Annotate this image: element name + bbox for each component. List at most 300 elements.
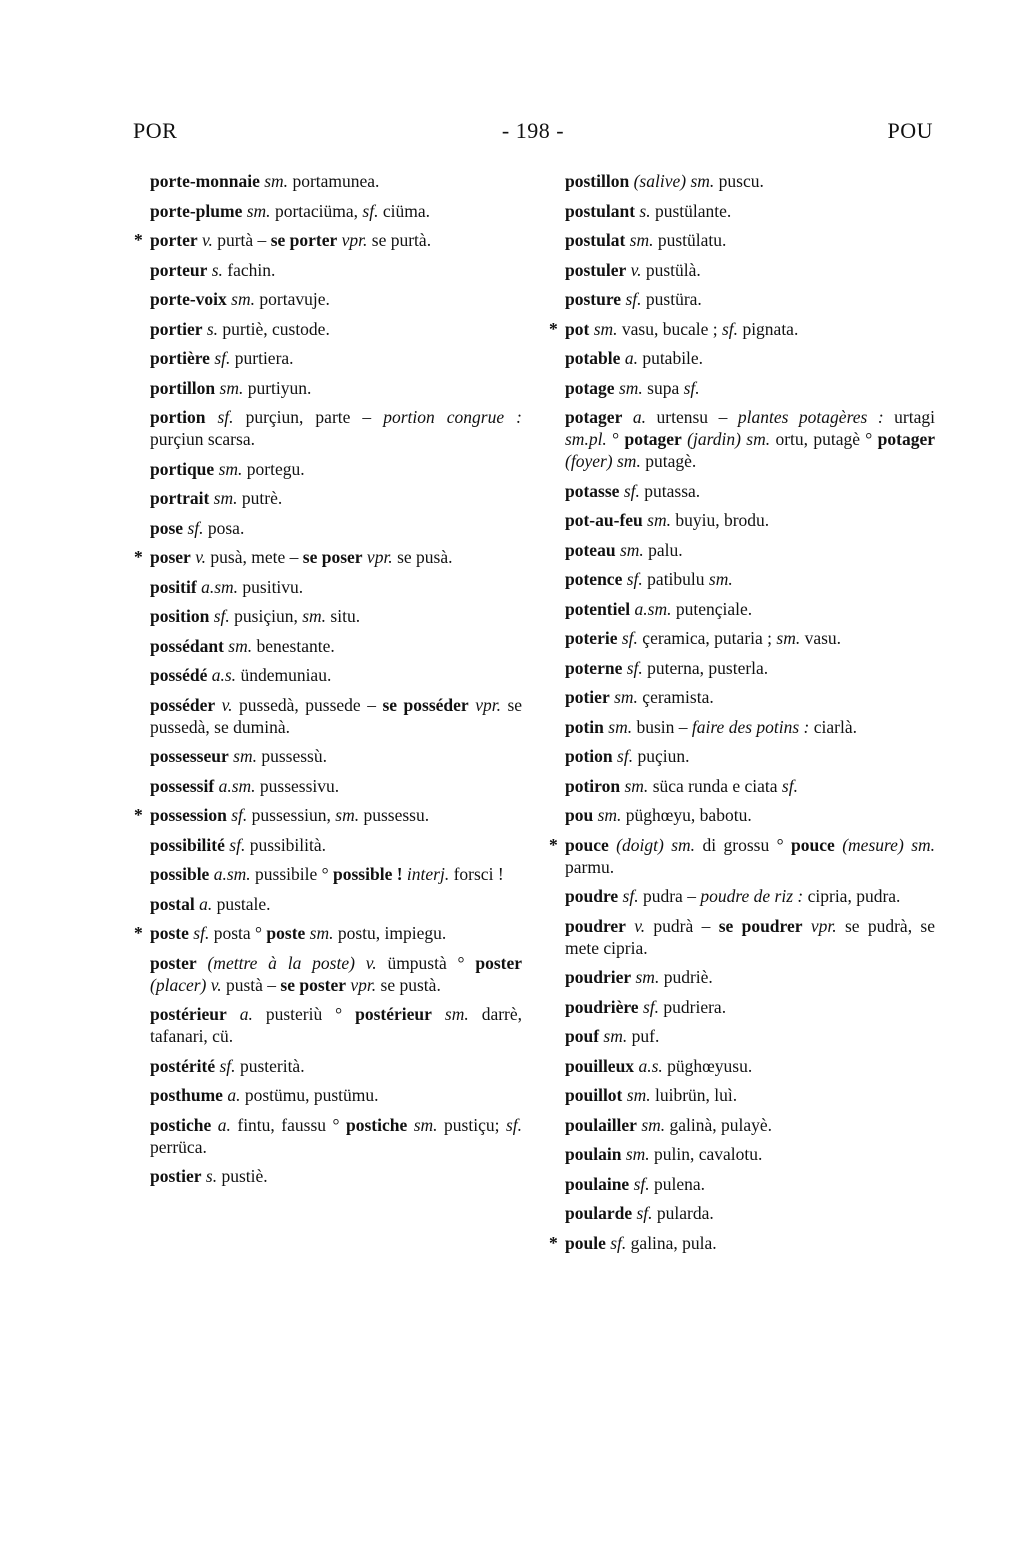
definition-text: pignata. [738, 318, 799, 339]
italic-label: (mesure) [842, 834, 904, 855]
dictionary-entry [150, 694, 522, 738]
definition-text: pulin, cavalotu. [649, 1144, 763, 1164]
italic-label: (jardin) [687, 429, 741, 449]
dictionary-entry [565, 509, 935, 531]
italic-label: v. [202, 230, 213, 250]
italic-label: sf. [625, 289, 642, 309]
definition-text: forsci ! [449, 864, 504, 884]
definition-text [227, 1004, 240, 1024]
italic-label: sf. [219, 1055, 236, 1076]
italic-label: sm. [618, 377, 643, 398]
bold-term: pouce [791, 834, 835, 855]
definition-text: püghœyu, babotu. [621, 805, 752, 825]
italic-label: (salive) [633, 171, 687, 191]
headword: pot [565, 318, 590, 339]
dictionary-entry [150, 635, 522, 657]
bold-term: se poudrer [718, 915, 803, 936]
definition-text: pustüra. [641, 289, 702, 309]
italic-label: sm. [593, 318, 618, 339]
italic-label: sf. [505, 1114, 523, 1135]
dictionary-entry [565, 627, 935, 649]
definition-text: postu, impiegu. [333, 923, 447, 943]
italic-label: sm.pl. [565, 429, 607, 449]
italic-label: sf. [193, 923, 210, 943]
definition-text: pussibile ° [250, 864, 334, 884]
italic-label: a. [239, 1004, 253, 1024]
headword: portier [150, 318, 203, 339]
page-number: - 198 - [501, 118, 565, 143]
definition-text: putabile. [637, 348, 704, 368]
italic-label: sf. [217, 407, 234, 427]
definition-text: purtiyun. [243, 377, 312, 398]
headword: potasse [565, 480, 620, 501]
italic-label: s. [639, 200, 651, 221]
italic-label: v. [210, 974, 222, 995]
definition-text: galina, pula. [626, 1232, 717, 1253]
definition-text: pularda. [652, 1203, 714, 1223]
italic-label: sf. [626, 657, 643, 678]
italic-label: sf. [626, 569, 643, 589]
headword: possédant [150, 635, 224, 656]
italic-label: a. [217, 1114, 231, 1135]
dictionary-entry [565, 996, 935, 1018]
definition-text [432, 1004, 445, 1024]
headword: poudrière [565, 996, 639, 1017]
headword: poste [150, 923, 189, 943]
definition-text: urtensu – [646, 407, 738, 427]
definition-text: pussessu. [359, 805, 430, 825]
italic-label: sm. [671, 834, 696, 855]
headword: postiche [150, 1114, 212, 1135]
definition-text: purtiera. [230, 348, 294, 368]
headword: posséder [150, 694, 216, 715]
definition-text: pustiçu; [437, 1114, 506, 1135]
definition-text: pustale. [212, 893, 271, 914]
definition-text: çeramica, putaria ; [637, 628, 777, 648]
definition-text: galinà, pulayè. [665, 1114, 773, 1135]
italic-label: sf. [781, 775, 798, 796]
definition-text: putassa. [639, 480, 701, 501]
italic-label: sm. [617, 451, 641, 471]
italic-label: sf. [683, 377, 700, 398]
dictionary-entry [150, 745, 522, 767]
headword: pouce [565, 834, 609, 855]
headword: poularde [565, 1203, 633, 1223]
definition-text: süca runda e ciata [648, 775, 782, 796]
right-column [549, 170, 936, 1261]
italic-label: vpr. [341, 230, 368, 250]
italic-label: sm. [708, 569, 733, 589]
definition-text: se pusà. [392, 547, 453, 567]
italic-label: sm. [597, 805, 622, 825]
dictionary-entry [150, 406, 522, 450]
headword: potage [565, 377, 615, 398]
italic-label: sm. [629, 230, 654, 250]
definition-text: puçiun. [633, 746, 690, 766]
dictionary-entry [565, 406, 935, 472]
dictionary-entry [565, 1143, 935, 1165]
dictionary-entry [565, 1055, 935, 1077]
headword: poulain [565, 1144, 622, 1164]
italic-label: sm. [911, 834, 936, 855]
italic-label: v. [221, 694, 233, 715]
dictionary-entry [150, 863, 522, 885]
definition-text: putagè. [640, 451, 697, 471]
definition-text: pusteriù ° [252, 1004, 356, 1024]
headword: poterie [565, 628, 618, 648]
definition-text: pustiè. [217, 1166, 268, 1186]
italic-label: sm. [625, 1144, 650, 1164]
italic-label: (placer) [150, 974, 207, 995]
italic-label: sm. [218, 458, 243, 479]
bold-term: se poster [280, 974, 347, 995]
headword: poudrier [565, 967, 632, 987]
headword: postal [150, 893, 195, 914]
definition-text: pudra – [638, 886, 701, 906]
italic-label: vpr. [475, 694, 501, 715]
italic-label: sf. [622, 886, 639, 906]
definition-text: putençiale. [671, 598, 753, 619]
definition-text: ündemuniau. [236, 665, 332, 685]
headword: possible [150, 864, 210, 884]
asterisk-marker: * [549, 1232, 558, 1253]
headword: porte-monnaie [150, 171, 260, 191]
dictionary-entry [565, 745, 935, 767]
headword: positif [150, 576, 197, 597]
definition-text: benestante. [252, 635, 335, 656]
italic-label: a.sm. [213, 864, 251, 884]
headword: pouilleux [565, 1055, 635, 1076]
italic-label: sm. [614, 687, 638, 707]
dictionary-entry [565, 170, 935, 192]
definition-text: portaciüma, [270, 200, 363, 221]
dictionary-entry [150, 605, 522, 627]
headword: poudrer [565, 915, 626, 936]
headword: postulat [565, 230, 626, 250]
dictionary-entry [565, 885, 935, 907]
headword: poterne [565, 657, 623, 678]
headword: porter [150, 230, 198, 250]
asterisk-marker: * [134, 805, 143, 825]
italic-label: (foyer) [565, 451, 613, 471]
dictionary-entry [565, 716, 935, 738]
left-column [134, 170, 523, 1195]
italic-label: sm. [213, 488, 238, 508]
italic-label: v. [630, 259, 642, 280]
headword: postulant [565, 200, 636, 221]
definition-text: cipria, pudra. [803, 886, 901, 906]
definition-text: supa [642, 377, 684, 398]
dictionary-entry [549, 1232, 935, 1254]
dictionary-entry [565, 915, 935, 959]
italic-label: sm. [619, 539, 644, 560]
dictionary-entry [150, 1055, 522, 1077]
italic-label: sm. [246, 200, 271, 221]
headword: pose [150, 517, 184, 538]
definition-text: purtà – [212, 230, 271, 250]
italic-label: sm. [608, 716, 633, 737]
headword: postuler [565, 259, 627, 280]
definition-text: pussessù. [256, 746, 327, 766]
italic-label: faire des potins : [691, 716, 810, 737]
bold-term: se porter [270, 230, 338, 250]
italic-label: vpr. [366, 547, 393, 567]
italic-label: sm. [635, 967, 660, 987]
italic-label: vpr. [350, 974, 377, 995]
italic-label: sf. [213, 606, 230, 626]
dictionary-entry [134, 229, 522, 251]
headword: poster [150, 952, 197, 973]
dictionary-entry [549, 834, 936, 878]
dictionary-entry [565, 1173, 935, 1195]
headword: poulaine [565, 1173, 630, 1194]
headword: possibilité [150, 834, 225, 855]
italic-label: sm. [231, 289, 255, 309]
bold-term: postiche [345, 1114, 408, 1135]
definition-text: pussessiun, [247, 805, 336, 825]
italic-label: sm. [219, 377, 244, 398]
definition-text: vasu. [800, 628, 842, 648]
asterisk-marker: * [134, 230, 143, 250]
definition-text: fintu, faussu ° [230, 1114, 346, 1135]
bold-term: potager [624, 429, 682, 449]
headword: poule [565, 1232, 606, 1253]
italic-label: poudre de riz : [700, 886, 804, 906]
definition-text: purtiè, custode. [218, 318, 330, 339]
headword: postérieur [150, 1004, 227, 1024]
asterisk-marker: * [134, 923, 143, 943]
dictionary-entry [565, 347, 935, 369]
definition-text: busin – [632, 716, 692, 737]
headword: potentiel [565, 598, 631, 619]
asterisk-marker: * [549, 318, 558, 339]
definition-text: se pudrà, se mete cipria. [565, 915, 935, 958]
definition-text: ümpustà ° [376, 952, 476, 973]
italic-label: sm. [626, 1085, 651, 1105]
dictionary-entry [150, 458, 522, 480]
definition-text: portegu. [242, 458, 305, 479]
italic-label: sf. [617, 746, 634, 766]
italic-label: sm. [776, 628, 801, 648]
definition-text: portamunea. [288, 171, 380, 191]
definition-text: parmu. [565, 856, 615, 877]
headword: potier [565, 687, 610, 707]
italic-label: sm. [624, 775, 649, 796]
dictionary-entry [565, 1025, 935, 1047]
headword: poudre [565, 886, 619, 906]
dictionary-entry [150, 170, 522, 192]
italic-label: sm. [309, 923, 334, 943]
italic-label: sm. [233, 746, 257, 766]
dictionary-entry [565, 1084, 935, 1106]
dictionary-entry [565, 598, 935, 620]
headword: porte-plume [150, 200, 243, 221]
dictionary-entry [565, 775, 935, 797]
definition-text: se pustà. [376, 974, 441, 995]
definition-text: pussessivu. [255, 775, 340, 796]
definition-text: pudrà – [645, 915, 719, 936]
italic-label: interj. [406, 864, 450, 884]
italic-label: a.s. [211, 665, 237, 685]
dictionary-entry [565, 1202, 935, 1224]
definition-text: pusitivu. [238, 576, 304, 597]
headword: possession [150, 805, 227, 825]
headword: pot-au-feu [565, 510, 643, 530]
definition-text: pusiçiun, [229, 606, 303, 626]
italic-label: sf. [362, 200, 379, 221]
headword: possesseur [150, 746, 229, 766]
definition-text: puterna, pusterla. [642, 657, 769, 678]
definition-text: pusà, mete – [206, 547, 303, 567]
bold-term: possible ! [333, 864, 403, 884]
definition-text: posta ° [209, 923, 267, 943]
definition-text: urtagi [883, 407, 935, 427]
definition-text [197, 953, 208, 973]
definition-text: se pussedà, se duminà. [150, 694, 523, 737]
italic-label: sf. [621, 628, 638, 648]
dictionary-entry [150, 318, 522, 340]
italic-label: v. [634, 915, 646, 936]
definition-text: di grossu ° [695, 834, 792, 855]
definition-text: luibrün, luì. [650, 1085, 738, 1105]
definition-text: postümu, pustümu. [240, 1085, 379, 1105]
definition-text: pudriè. [659, 967, 713, 987]
definition-text: pustülà. [641, 259, 701, 280]
definition-text [803, 916, 811, 936]
italic-label: sm. [746, 429, 771, 449]
definition-text: pussedà, pussede – [232, 694, 383, 715]
headword: posture [565, 289, 622, 309]
definition-text: puscu. [714, 171, 764, 191]
bold-term: potager [877, 429, 935, 449]
italic-label: plantes potagères : [737, 407, 884, 427]
headword: potager [565, 407, 623, 427]
header-left-guideword: POR [133, 118, 178, 143]
italic-label: a.s. [638, 1055, 663, 1076]
italic-label: sm. [335, 805, 360, 825]
dictionary-entry [150, 834, 522, 856]
dictionary-entry [150, 517, 522, 539]
dictionary-entry [150, 1003, 522, 1047]
definition-text: vasu, bucale ; [617, 318, 722, 339]
headword: poulailler [565, 1114, 637, 1135]
headword: possédé [150, 665, 208, 685]
italic-label: sm. [302, 606, 327, 626]
dictionary-entry [565, 686, 935, 708]
definition-text: portavuje. [255, 289, 330, 309]
italic-label: sf. [642, 996, 660, 1017]
dictionary-entry [150, 377, 522, 399]
headword: postérité [150, 1055, 216, 1076]
dictionary-entry [150, 487, 522, 509]
definition-text: ortu, putagè ° [770, 429, 878, 449]
definition-text: ciarlà. [809, 716, 857, 737]
dictionary-entry [150, 259, 522, 281]
italic-label: sm. [264, 171, 289, 191]
headword: pouillot [565, 1085, 623, 1105]
definition-text: çeramista. [637, 687, 714, 707]
page-header [133, 118, 933, 148]
bold-term: se poser [302, 547, 363, 567]
definition-text: purçiun, parte – [233, 407, 384, 427]
headword: poteau [565, 539, 616, 560]
dictionary-entry [134, 922, 522, 944]
italic-label: v. [195, 547, 207, 567]
definition-text: putrè. [237, 488, 283, 508]
dictionary-entry [150, 1084, 522, 1106]
headword: portique [150, 458, 215, 479]
dictionary-entry [150, 893, 522, 915]
definition-text: pustülatu. [653, 230, 727, 250]
definition-text: puf. [627, 1026, 660, 1046]
definition-text [205, 407, 217, 427]
italic-label: sm. [413, 1114, 438, 1135]
italic-label: a. [199, 893, 213, 914]
definition-text: posa. [203, 517, 245, 538]
headword: potin [565, 716, 604, 737]
definition-text: palu. [643, 539, 683, 560]
italic-label: sf. [610, 1232, 627, 1253]
definition-text: purçiun scarsa. [150, 429, 255, 449]
dictionary-entry [150, 664, 522, 686]
headword: portion [150, 407, 206, 427]
headword: position [150, 606, 210, 626]
definition-text: patibulu [642, 569, 709, 589]
dictionary-entry [150, 288, 522, 310]
italic-label: sf. [722, 318, 739, 339]
italic-label: sm. [647, 510, 671, 530]
italic-label: a. [624, 348, 638, 368]
italic-label: sm. [641, 1114, 666, 1135]
italic-label: sm. [690, 171, 715, 191]
asterisk-marker: * [134, 547, 143, 567]
definition-text: pudriera. [659, 996, 727, 1017]
dictionary-entry [565, 377, 935, 399]
italic-label: sm. [228, 635, 253, 656]
italic-label: sf. [636, 1203, 653, 1223]
definition-text: buyiu, brodu. [670, 510, 770, 530]
definition-text: ciüma. [378, 200, 430, 221]
dictionary-entry [150, 1165, 522, 1187]
italic-label: s. [205, 1166, 218, 1186]
definition-text: pussibilità. [245, 834, 327, 855]
dictionary-entry [150, 347, 522, 369]
headword: potence [565, 569, 623, 589]
dictionary-entry [565, 288, 935, 310]
definition-text: pustülante. [650, 200, 732, 221]
italic-label: sm. [444, 1004, 469, 1024]
definition-text: situ. [326, 606, 361, 626]
dictionary-entry [150, 200, 522, 222]
headword: pou [565, 805, 594, 825]
bold-term: postérieur [355, 1004, 432, 1024]
italic-label: (doigt) [616, 834, 664, 855]
dictionary-entry [134, 546, 522, 568]
italic-label: a.sm. [201, 576, 239, 597]
headword: porte-voix [150, 289, 227, 309]
italic-label: sm. [603, 1026, 628, 1046]
italic-label: a.sm. [218, 775, 256, 796]
headword: postier [150, 1166, 202, 1186]
definition-text: pusterità. [235, 1055, 305, 1076]
italic-label: sf. [231, 805, 248, 825]
italic-label: portion congrue : [383, 407, 522, 427]
italic-label: (mettre à la poste) [207, 952, 355, 973]
dictionary-entry [565, 480, 935, 502]
dictionary-entry [565, 539, 935, 561]
bold-term: se posséder [382, 694, 469, 715]
headword: postillon [565, 171, 630, 191]
